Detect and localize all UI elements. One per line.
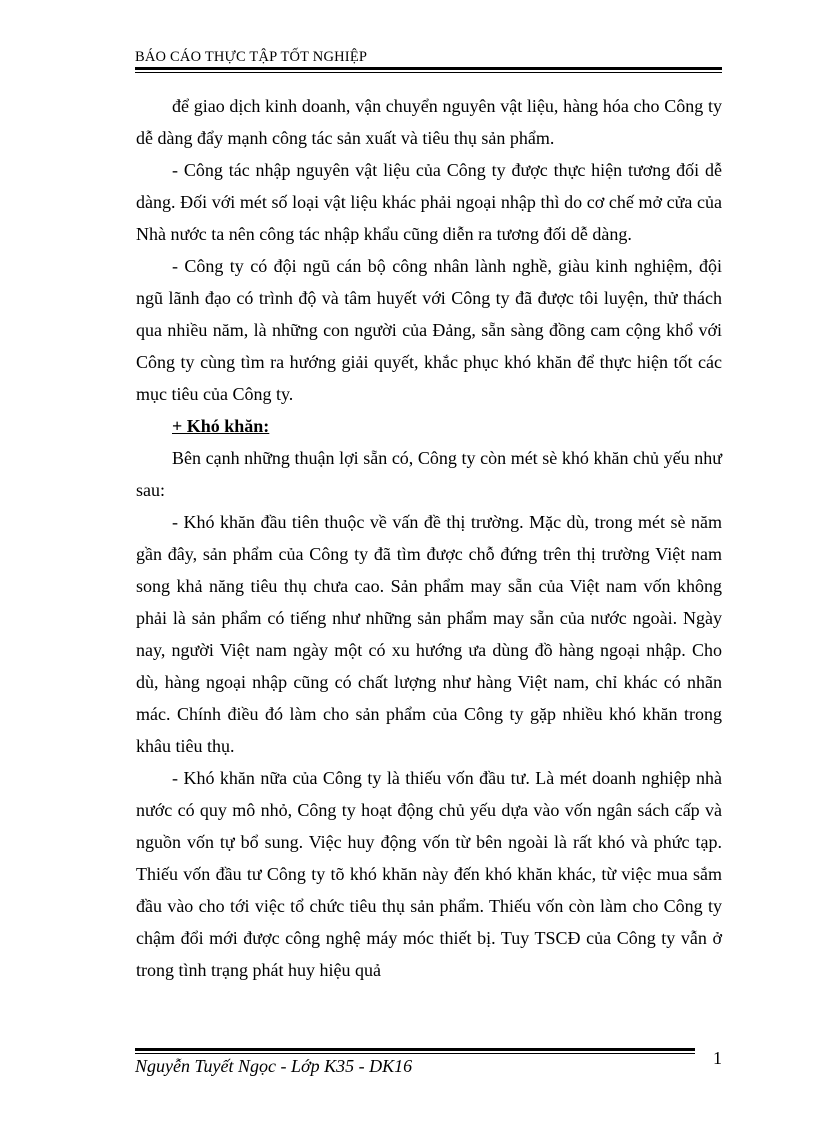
header-divider-thin xyxy=(135,72,722,73)
header-title: BÁO CÁO THỰC TẬP TỐT NGHIỆP xyxy=(135,49,368,65)
paragraph: - Công tác nhập nguyên vật liệu của Công ty được thực hiện tương đối dễ dàng. Đối với mét số loại vật liệu khác phải ngoại nhập thì do cơ chế mở cửa của Nhà nước ta nên công tác nhập khẩu cũng diễn ra tương đối dễ dàng. xyxy=(136,160,722,244)
paragraph: - Khó khăn đầu tiên thuộc về vấn đề thị trường. Mặc dù, trong mét sè năm gần đây, sản phẩm của Công ty đã tìm được chỗ đứng trên thị trường Việt nam song khả năng tiêu thụ chưa cao. Sản phẩm may sẵn của Việt nam vốn không phải là sản phẩm có tiếng như những sản phẩm may sẵn của nước ngoài. Ngày nay, người Việt nam ngày một có xu hướng ưa dùng đồ hàng ngoại nhập. Cho dù, hàng ngoại nhập cũng có chất lượng như hàng Việt nam, chỉ khác có nhãn mác. Chính điều đó làm cho sản phẩm của Công ty gặp nhiều khó khăn trong khâu tiêu thụ. xyxy=(136,512,722,756)
footer-divider-thin xyxy=(135,1053,695,1054)
paragraph: - Công ty có đội ngũ cán bộ công nhân lành nghề, giàu kinh nghiệm, đội ngũ lãnh đạo có trình độ và tâm huyết với Công ty đã được tôi luyện, thử thách qua nhiều năm, là những con người của Đảng, sẵn sàng đồng cam cộng khổ với Công ty cùng tìm ra hướng giải quyết, khắc phục khó khăn để thực hiện tốt các mục tiêu của Công ty. xyxy=(136,256,722,404)
paragraph: - Khó khăn nữa của Công ty là thiếu vốn đầu tư. Là mét doanh nghiệp nhà nước có quy mô nhỏ, Công ty hoạt động chủ yếu dựa vào vốn ngân sách cấp và nguồn vốn tự bổ sung. Việc huy động vốn từ bên ngoài là rất khó và phức tạp. Thiếu vốn đầu tư Công ty tõ khó khăn này đến khó khăn khác, từ việc mua sắm đầu vào cho tới việc tổ chức tiêu thụ sản phẩm. Thiếu vốn còn làm cho Công ty chậm đổi mới được công nghệ máy móc thiết bị. Tuy TSCĐ của Công ty vẫn ở trong tình trạng phát huy hiệu quả xyxy=(136,768,722,980)
section-heading: + Khó khăn: xyxy=(172,416,270,436)
footer-author: Nguyễn Tuyết Ngọc - Lớp K35 - DK16 xyxy=(135,1056,413,1076)
footer-divider xyxy=(135,1048,695,1051)
paragraph: Bên cạnh những thuận lợi sẵn có, Công ty còn mét sè khó khăn chủ yếu như sau: xyxy=(136,448,722,500)
page-number: 1 xyxy=(713,1048,722,1068)
document-body xyxy=(136,90,722,986)
header-divider xyxy=(135,67,722,70)
paragraph: để giao dịch kinh doanh, vận chuyển nguyên vật liệu, hàng hóa cho Công ty dễ dàng đẩy mạnh công tác sản xuất và tiêu thụ sản phẩm. xyxy=(136,96,722,148)
